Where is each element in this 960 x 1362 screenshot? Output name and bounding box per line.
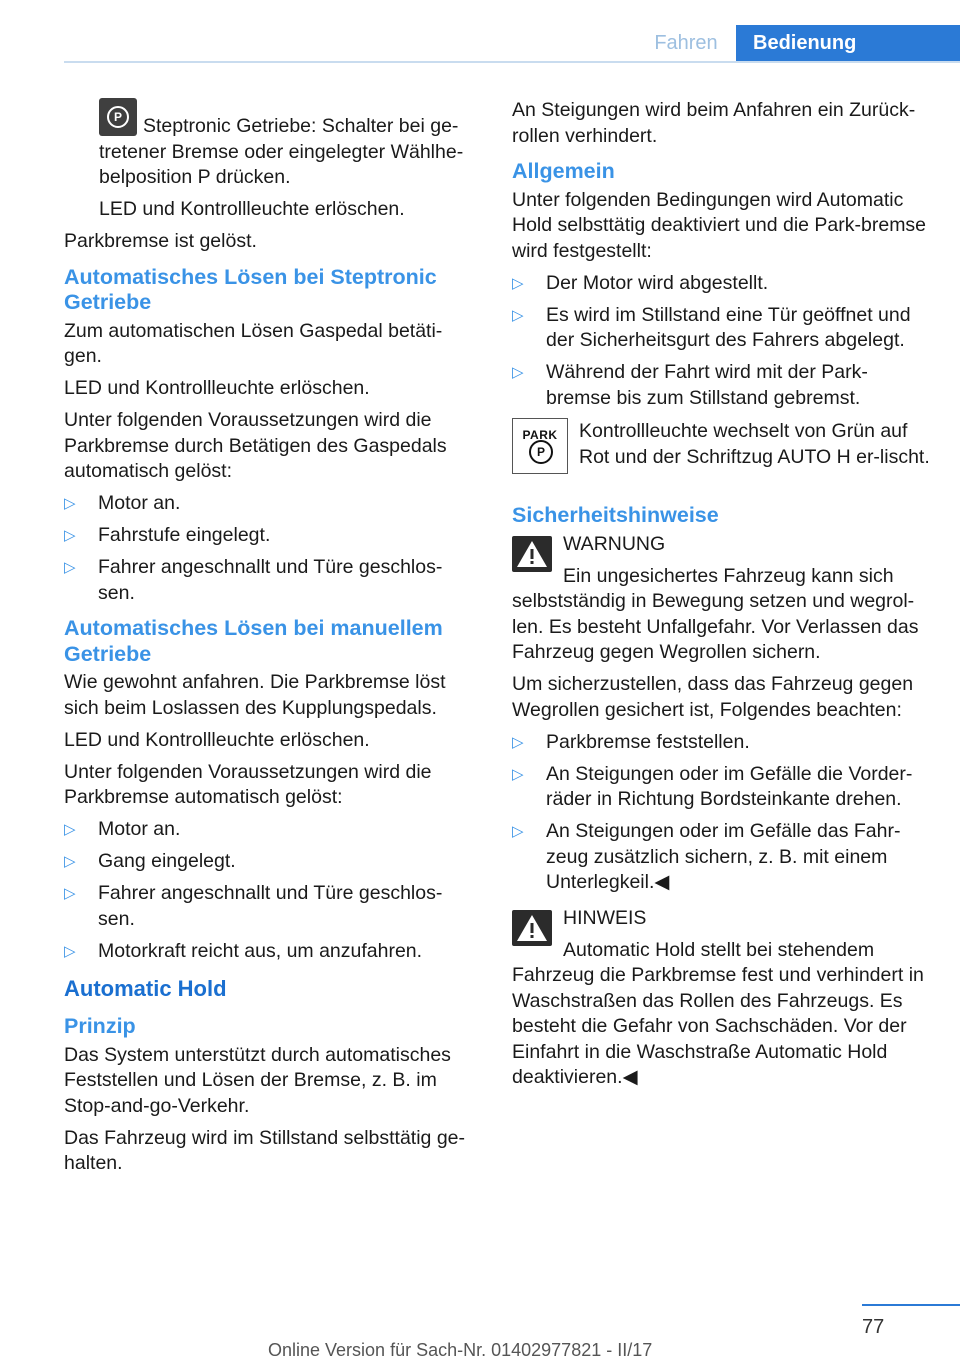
hint-block <box>512 906 930 1091</box>
triangle-bullet-icon: ▷ <box>64 495 76 512</box>
list-item: ▷ Gang eingelegt. <box>64 849 478 875</box>
steptronic-list <box>64 491 478 606</box>
triangle-bullet-icon: ▷ <box>64 527 76 544</box>
manual-text-1: Wie gewohnt anfahren. Die Parkbremse löst sich beim Loslassen des Kupplungspedals. <box>64 671 446 719</box>
list-item: ▷ Fahrer angeschnallt und Türe geschlos-sen. <box>64 556 443 604</box>
list-item: ▷ An Steigungen oder im Gefälle die Vorder-räder in Richtung Bordsteinkante drehen. <box>512 762 913 810</box>
rollback-text: An Steigungen wird beim Anfahren ein Zurück-rollen verhindert. <box>512 99 916 147</box>
tab-fahren[interactable]: Fahren <box>654 32 718 54</box>
heading-allgemein: Allgemein <box>512 159 615 183</box>
list-item: ▷ Fahrstufe eingelegt. <box>64 523 478 549</box>
safety-list <box>512 730 930 896</box>
heading-steptronic: Automatisches Lösen bei Steptronic Getriebe <box>64 264 437 314</box>
triangle-bullet-icon: ▷ <box>64 853 76 870</box>
steptronic-text-1: Zum automatischen Lösen Gaspedal betäti-gen. <box>64 319 443 367</box>
list-item: ▷ Während der Fahrt wird mit der Park-bremse bis zum Stillstand gebremst. <box>512 361 868 409</box>
header-rule <box>64 61 960 63</box>
right-column <box>512 98 930 1097</box>
list-item: ▷ Der Motor wird abgestellt. <box>512 271 930 297</box>
triangle-bullet-icon: ▷ <box>64 821 76 838</box>
triangle-bullet-icon: ▷ <box>512 274 524 292</box>
triangle-bullet-icon: ▷ <box>512 364 524 381</box>
heading-manual: Automatisches Lösen bei manuellem Getriebe <box>64 616 443 666</box>
steptronic-text-3: Unter folgenden Voraussetzungen wird die Parkbremse durch Betätigen des Gaspedals automatisch gelöst: <box>64 409 447 482</box>
hint-text-line1: Automatic Hold stellt bei stehendem <box>563 938 875 961</box>
triangle-bullet-icon: ▷ <box>512 823 524 840</box>
left-column <box>64 98 478 1183</box>
heading-automatic-hold: Automatic Hold <box>64 976 227 1001</box>
page-number: 77 <box>862 1316 885 1338</box>
heading-sicherheitshinweise: Sicherheitshinweise <box>512 503 719 527</box>
prinzip-text-2: Das Fahrzeug wird im Stillstand selbsttätig ge-halten. <box>64 1126 465 1174</box>
led-off-text: LED und Kontrollleuchte erlöschen. <box>99 198 405 220</box>
park-indicator-row <box>512 419 930 489</box>
list-item: ▷ An Steigungen oder im Gefälle das Fahr-zeug zusätzlich sichern, z. B. mit einem Unterlegkeil.◀ <box>512 820 901 893</box>
triangle-bullet-icon: ▷ <box>512 306 524 324</box>
tab-bedienung[interactable]: Bedienung <box>736 25 960 61</box>
steptronic-intro: P Steptronic Getriebe: Schalter bei ge-tretener Bremse oder eingelegter Wählhe-belposition P drücken. <box>64 98 478 191</box>
list-item: ▷ Motorkraft reicht aus, um anzufahren. <box>64 939 478 965</box>
manual-text-3: Unter folgenden Voraussetzungen wird die Parkbremse automatisch gelöst: <box>64 760 432 808</box>
safety-text: Um sicherzustellen, dass das Fahrzeug gegen Wegrollen gesichert ist, Folgendes beachten: <box>512 673 914 721</box>
footer-rule <box>862 1304 960 1306</box>
allgemein-list <box>512 271 930 412</box>
list-item: ▷ Motor an. <box>64 817 478 843</box>
heading-prinzip: Prinzip <box>64 1014 136 1038</box>
triangle-bullet-icon: ▷ <box>512 765 524 783</box>
brake-released-text: Parkbremse ist gelöst. <box>64 230 257 252</box>
allgemein-text: Unter folgenden Bedingungen wird Automatic Hold selbsttätig deaktiviert und die Park-bremse wird festgestellt: <box>512 188 927 262</box>
hint-heading: HINWEIS <box>563 906 647 929</box>
park-indicator-icon: PARK P <box>512 418 568 474</box>
warning-text-line1: Ein ungesichertes Fahrzeug kann sich <box>563 564 894 587</box>
triangle-bullet-icon: ▷ <box>512 733 524 751</box>
hint-triangle-icon <box>512 910 552 946</box>
list-item: ▷ Motor an. <box>64 491 478 517</box>
warning-block <box>512 532 930 666</box>
warning-text: selbstständig in Bewegung setzen und wegrol-len. Es besteht Unfallgefahr. Vor Verlassen das Fahrzeug gegen Wegrollen sichern. <box>512 590 919 663</box>
triangle-bullet-icon: ▷ <box>64 942 76 960</box>
parking-brake-switch-icon: P <box>99 98 137 136</box>
list-item: ▷ Fahrer angeschnallt und Türe geschlos-sen. <box>64 882 443 930</box>
triangle-bullet-icon: ▷ <box>64 885 76 902</box>
list-item: ▷ Es wird im Stillstand eine Tür geöffnet und der Sicherheitsgurt des Fahrers abgelegt. <box>512 303 911 351</box>
triangle-bullet-icon: ▷ <box>64 559 76 576</box>
prinzip-text-1: Das System unterstützt durch automatisches Feststellen und Lösen der Bremse, z. B. im Stop-and-go-Verkehr. <box>64 1043 451 1117</box>
list-item: ▷ Parkbremse feststellen. <box>512 730 930 756</box>
indicator-text: Kontrollleuchte wechselt von Grün auf Rot und der Schriftzug AUTO H er-lischt. <box>579 420 930 468</box>
hint-text: Fahrzeug die Parkbremse fest und verhindert in Waschstraßen das Rollen des Fahrzeugs. Es besteht die Gefahr von Sachschäden. Vor der Einfahrt in die Waschstraße Automatic Hold deaktivieren.◀ <box>512 964 924 1088</box>
warning-heading: WARNUNG <box>563 532 666 555</box>
manual-list <box>64 817 478 964</box>
footer-online-version: Online Version für Sach-Nr. 01402977821 - II/17 <box>268 1340 653 1360</box>
steptronic-text-2: LED und Kontrollleuchte erlöschen. <box>64 377 370 399</box>
manual-text-2: LED und Kontrollleuchte erlöschen. <box>64 728 370 751</box>
warning-triangle-icon <box>512 536 552 572</box>
